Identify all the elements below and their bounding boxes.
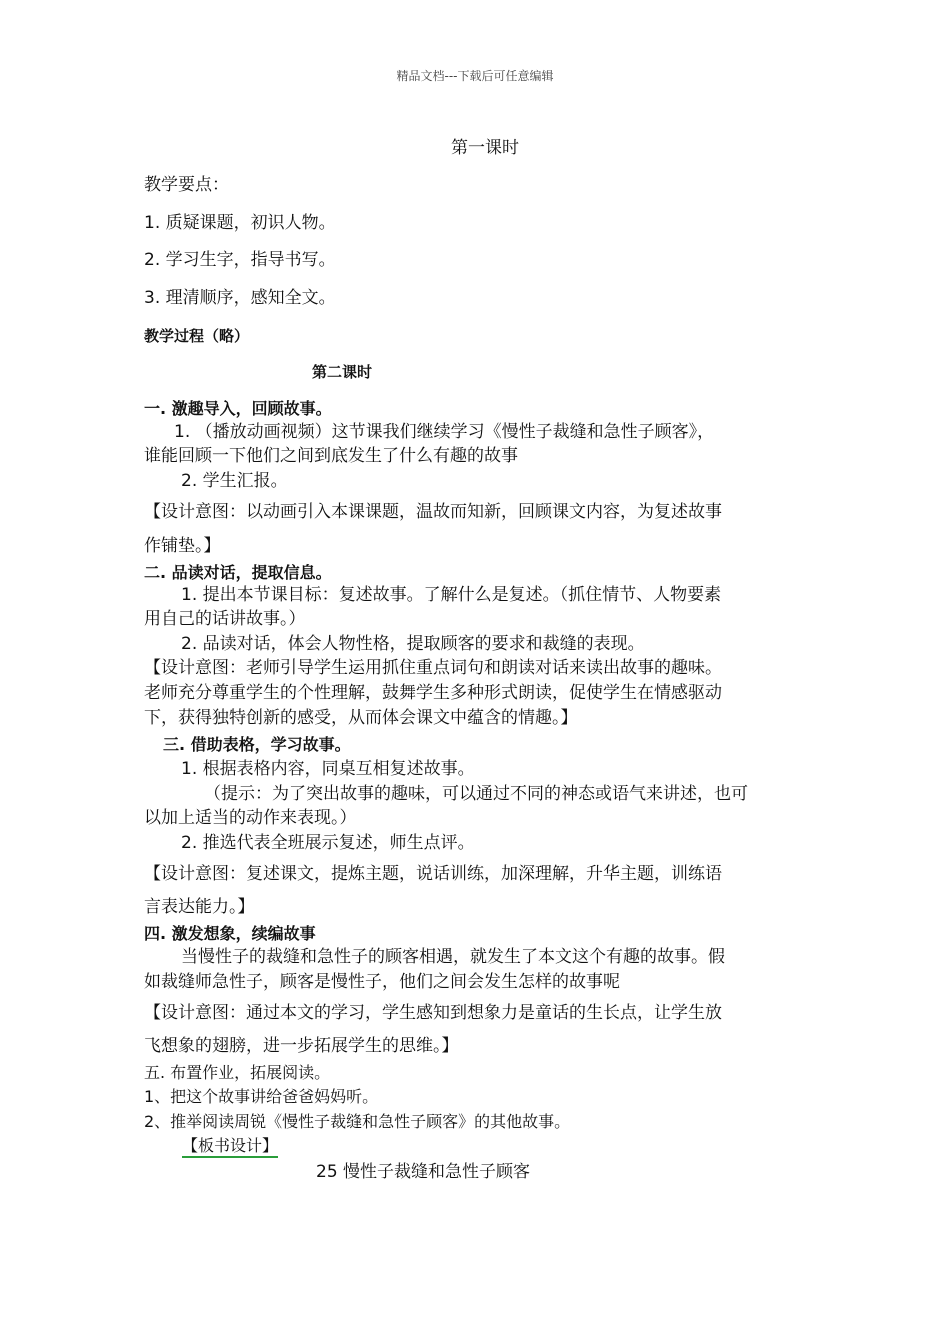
design-intent: 飞想象的翅膀，进一步拓展学生的思维。】 (144, 1036, 459, 1056)
teaching-points-label: 教学要点： (144, 175, 229, 195)
paragraph-line: 如裁缝师急性子，顾客是慢性子，他们之间会发生怎样的故事呢 (144, 972, 620, 992)
paragraph-line: 2. 学生汇报。 (181, 471, 288, 491)
section-heading: 一. 激趣导入，回顾故事。 (144, 399, 332, 418)
paragraph-line: 当慢性子的裁缝和急性子的顾客相遇，就发生了本文这个有趣的故事。假 (181, 947, 725, 967)
design-intent: 【设计意图：老师引导学生运用抓住重点词句和朗读对话来读出故事的趣味。 (144, 658, 722, 678)
lesson2-title: 第二课时 (312, 363, 373, 381)
teaching-process: 教学过程（略） (144, 327, 250, 345)
paragraph-line: 1. （播放动画视频）这节课我们继续学习《慢性子裁缝和急性子顾客》， (174, 422, 715, 442)
design-intent: 【设计意图：以动画引入本课课题，温故而知新，回顾课文内容，为复述故事 (144, 502, 722, 522)
design-intent: 【设计意图：复述课文，提炼主题，说话训练，加深理解，升华主题，训练语 (144, 864, 722, 884)
paragraph-line: 2. 品读对话，体会人物性格，提取顾客的要求和裁缝的表现。 (181, 634, 645, 654)
board-design-label-wrap (182, 1133, 278, 1158)
design-intent: 下，获得独特创新的感受，从而体会课文中蕴含的情趣。】 (144, 708, 578, 728)
lesson1-title: 第一课时 (451, 138, 519, 158)
paragraph-line: 谁能回顾一下他们之间到底发生了什么有趣的故事 (144, 446, 518, 466)
design-intent: 作铺垫。】 (144, 536, 221, 556)
section-heading: 二. 品读对话，提取信息。 (144, 563, 332, 582)
page-header: 精品文档---下载后可任意编辑 (396, 69, 554, 83)
paragraph-line: 用自己的话讲故事。） (144, 609, 306, 629)
section-heading: 五. 布置作业，拓展阅读。 (144, 1063, 331, 1082)
paragraph-line: 1. 提出本节课目标：复述故事。了解什么是复述。（抓住情节、人物要素 (181, 585, 722, 605)
homework-item: 1、把这个故事讲给爸爸妈妈听。 (144, 1087, 379, 1106)
paragraph-line: 1. 根据表格内容，同桌互相复述故事。 (181, 759, 475, 779)
board-design-label: 【板书设计】 (182, 1136, 278, 1158)
paragraph-line: 2. 推选代表全班展示复述，师生点评。 (181, 833, 475, 853)
design-intent: 老师充分尊重学生的个性理解，鼓舞学生多种形式朗读，促使学生在情感驱动 (144, 683, 722, 703)
homework-item: 2、推举阅读周锐《慢性子裁缝和急性子顾客》的其他故事。 (144, 1112, 571, 1131)
teaching-point: 3. 理清顺序，感知全文。 (144, 288, 336, 308)
teaching-point: 1. 质疑课题，初识人物。 (144, 213, 336, 233)
section-heading: 四. 激发想象，续编故事 (144, 924, 316, 943)
teaching-point: 2. 学习生字，指导书写。 (144, 250, 336, 270)
design-intent: 【设计意图：通过本文的学习，学生感知到想象力是童话的生长点，让学生放 (144, 1003, 722, 1023)
paragraph-line: （提示：为了突出故事的趣味，可以通过不同的神态或语气来讲述，也可 (204, 784, 748, 804)
section-heading: 三. 借助表格，学习故事。 (163, 735, 351, 754)
paragraph-line: 以加上适当的动作来表现。） (144, 808, 357, 828)
design-intent: 言表达能力。】 (144, 897, 255, 917)
board-title: 25 慢性子裁缝和急性子顾客 (316, 1162, 531, 1182)
